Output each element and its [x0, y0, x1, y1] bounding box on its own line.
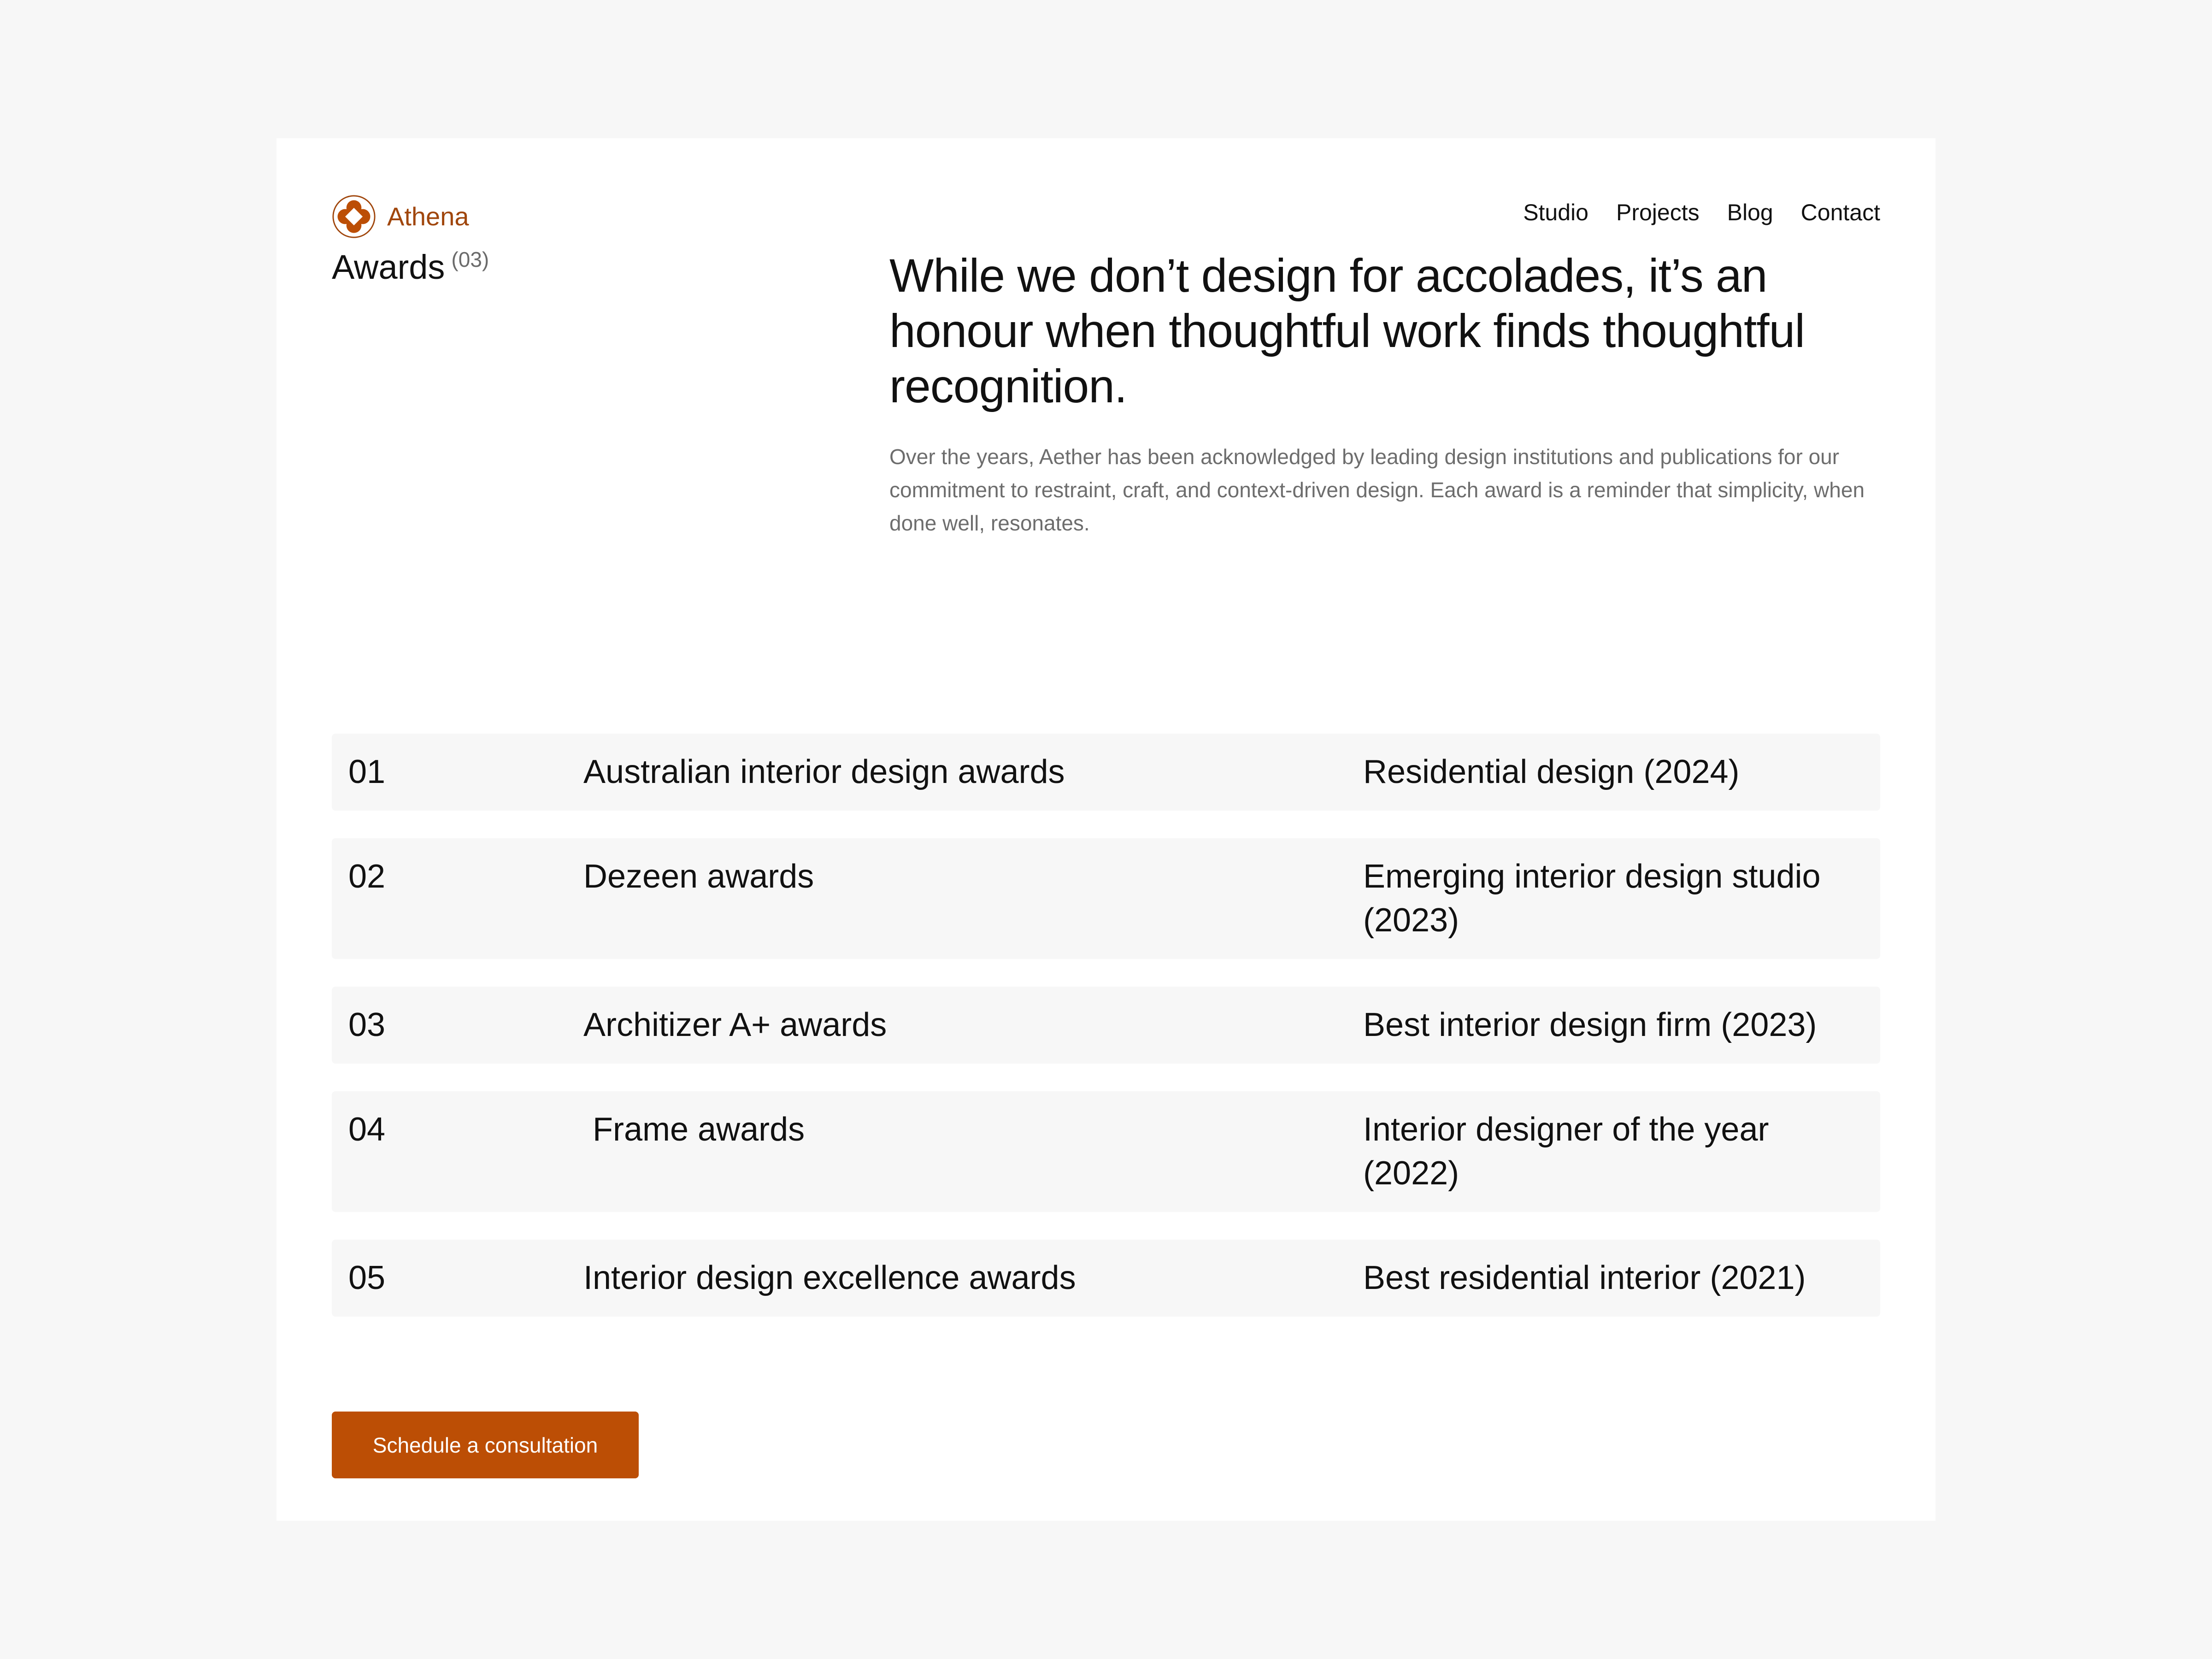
- award-prize: Emerging interior design studio (2023): [1363, 858, 1821, 939]
- award-number: 02: [348, 858, 386, 895]
- award-prize: Interior designer of the year (2022): [1363, 1111, 1769, 1192]
- awards-card: [276, 138, 1936, 1521]
- award-number: 01: [348, 753, 386, 790]
- award-number: 03: [348, 1006, 386, 1043]
- award-row: [332, 1240, 1880, 1317]
- nav-item-studio[interactable]: Studio: [1523, 200, 1588, 225]
- award-prize: Residential design (2024): [1363, 753, 1740, 790]
- athena-logo-icon: [332, 194, 376, 239]
- main-nav: [1523, 201, 1880, 224]
- award-name: Interior design excellence awards: [583, 1259, 1076, 1296]
- headline: While we don’t design for accolades, it’s an honour when thoughtful work finds thoughtful recognition.: [889, 249, 1805, 412]
- nav-item-contact[interactable]: Contact: [1800, 200, 1880, 225]
- section-title-text: Awards: [332, 248, 445, 286]
- award-prize: Best interior design firm (2023): [1363, 1006, 1817, 1043]
- award-row: [332, 838, 1880, 959]
- nav-item-blog[interactable]: Blog: [1727, 200, 1773, 225]
- award-number: 04: [348, 1111, 386, 1148]
- section-title: [332, 247, 489, 288]
- award-name: Australian interior design awards: [583, 753, 1065, 790]
- brand-logo[interactable]: [332, 194, 469, 240]
- award-name: Architizer A+ awards: [583, 1006, 887, 1043]
- award-name: Dezeen awards: [583, 858, 814, 895]
- award-number: 05: [348, 1259, 386, 1296]
- award-row: [332, 1091, 1880, 1212]
- section-count: (03): [451, 247, 489, 271]
- award-name: Frame awards: [583, 1111, 805, 1148]
- award-row: [332, 734, 1880, 811]
- schedule-consultation-button[interactable]: Schedule a consultation: [332, 1412, 639, 1478]
- awards-list: [332, 734, 1880, 1344]
- nav-item-projects[interactable]: Projects: [1616, 200, 1700, 225]
- brand-name: Athena: [387, 202, 469, 231]
- intro-paragraph: Over the years, Aether has been acknowledged by leading design institutions and publications for our commitment to restraint, craft, and context-driven design. Each award is a reminder that simplicity, when done well, resonates.: [889, 445, 1865, 535]
- award-row: [332, 987, 1880, 1064]
- award-prize: Best residential interior (2021): [1363, 1259, 1806, 1296]
